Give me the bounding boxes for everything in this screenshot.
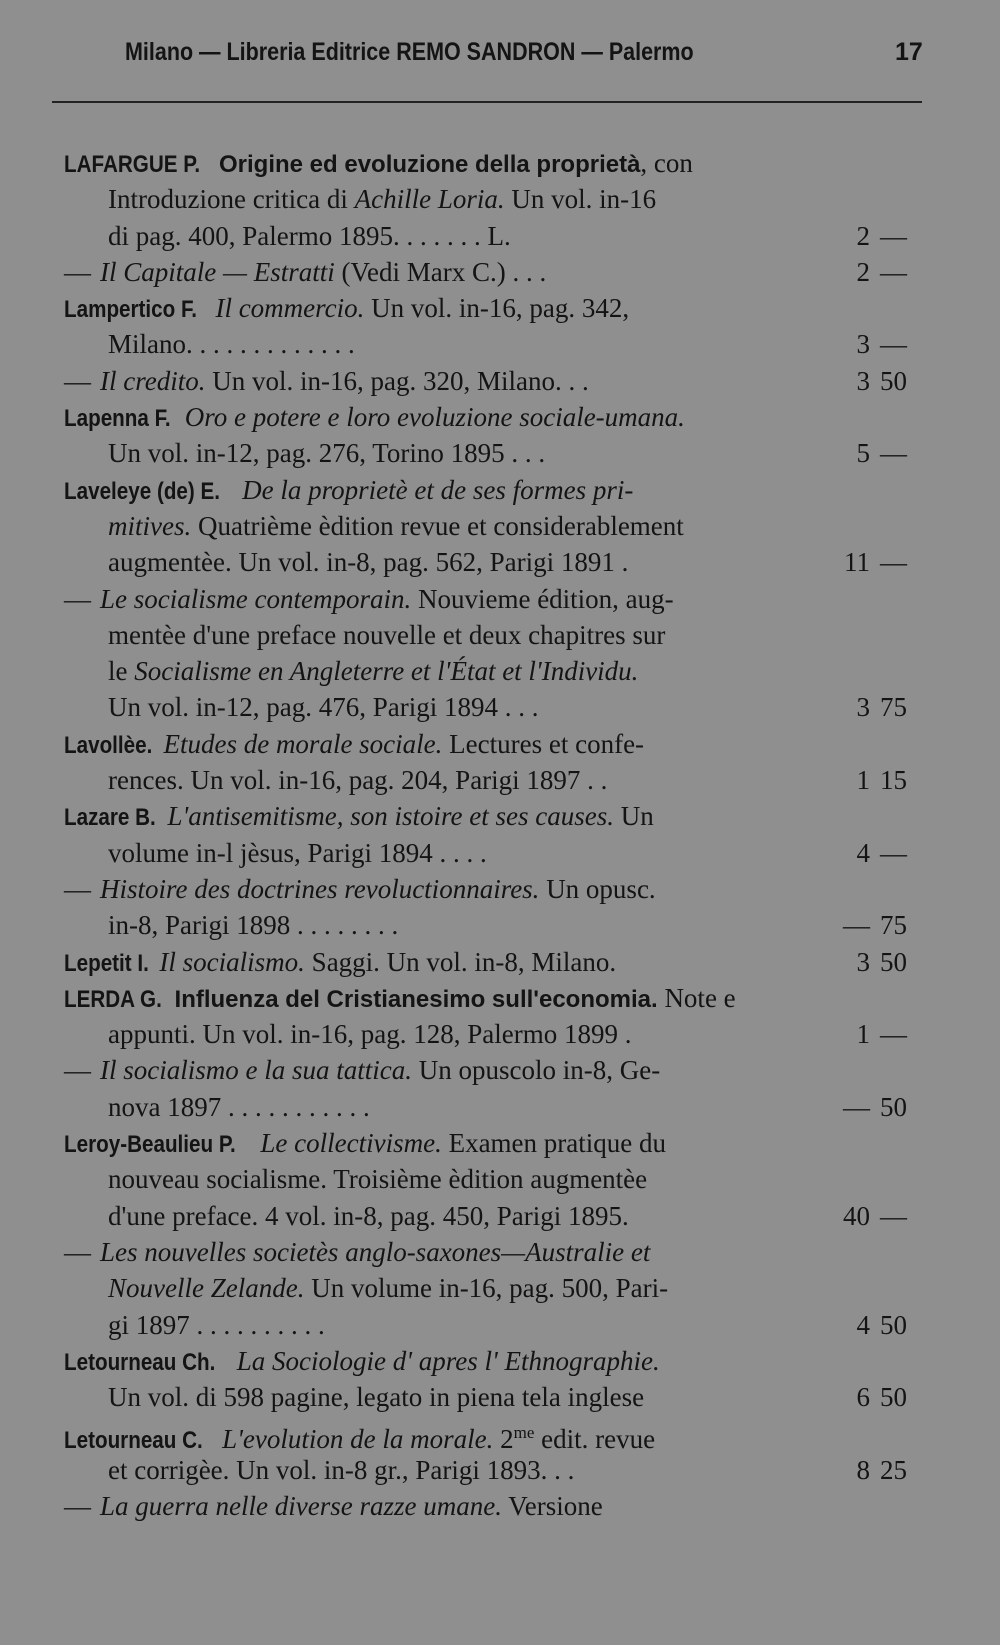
- price-lire: —: [843, 1091, 870, 1122]
- entry-text: et corrigèe. Un vol. in-8 gr., Parigi 1893. . .: [108, 1454, 575, 1485]
- price-lire: 1: [856, 1019, 870, 1050]
- catalog-entry: [0, 1415, 1000, 1488]
- price-lire: 2: [856, 220, 870, 251]
- entry-continuation-line: [0, 1270, 1000, 1306]
- entry-first-line: [0, 581, 1000, 617]
- entry-text: rences. Un vol. in-16, pag. 204, Parigi 1897 . .: [108, 765, 608, 796]
- price-lire: 3: [856, 329, 870, 360]
- entry-text: Quatrième èdition revue et considerablement: [191, 510, 684, 541]
- entry-text: edit. revue: [534, 1424, 656, 1455]
- catalog-entry: [0, 1052, 1000, 1125]
- price-centesimi: —: [880, 220, 907, 251]
- entry-continuation-line: [0, 762, 1000, 798]
- entry-continuation-line: [0, 689, 1000, 725]
- catalog-entry: [0, 798, 1000, 871]
- ditto-dash: —: [64, 365, 91, 396]
- price-lire: —: [843, 910, 870, 941]
- entry-text: Un vol. in-16, pag. 342,: [364, 293, 630, 324]
- entry-text: Un vol. in-16, pag. 320, Milano. . .: [205, 365, 589, 396]
- price-lire: 4: [856, 837, 870, 868]
- catalog-entry: [0, 581, 1000, 726]
- entry-first-line: [0, 871, 1000, 907]
- entry-text: augmentèe. Un vol. in-8, pag. 562, Parigi 1891 .: [108, 547, 629, 578]
- price-centesimi: —: [880, 329, 907, 360]
- entry-price: [842, 1307, 962, 1343]
- entry-price: [842, 1089, 962, 1125]
- entry-first-line: [0, 254, 1000, 290]
- entry-text: Note e: [657, 982, 736, 1013]
- entry-text: Un vol. in-12, pag. 476, Parigi 1894 . . .: [108, 692, 539, 723]
- ditto-dash: —: [64, 1236, 91, 1267]
- catalog-entry: [0, 254, 1000, 290]
- price-centesimi: 50: [880, 946, 907, 977]
- catalog-entry: [0, 145, 1000, 254]
- entry-text: mentèe d'une preface nouvelle et deux chapitres sur: [108, 619, 666, 650]
- entry-text: Nouvieme édition, aug-: [411, 583, 674, 614]
- entry-text: in-8, Parigi 1898 . . . . . . . .: [108, 910, 399, 941]
- entry-title: Il socialismo.: [159, 946, 305, 977]
- entry-first-line: [0, 290, 1000, 326]
- entry-title: Socialisme en Angleterre et l'État et l'Individu.: [134, 656, 639, 687]
- price-centesimi: —: [880, 1200, 907, 1231]
- price-lire: 3: [856, 692, 870, 723]
- price-lire: 4: [856, 1309, 870, 1340]
- entry-text: d'une preface. 4 vol. in-8, pag. 450, Parigi 1895.: [108, 1200, 629, 1231]
- entry-continuation-line: [0, 1198, 1000, 1234]
- ditto-dash: —: [64, 1490, 91, 1521]
- price-centesimi: —: [880, 256, 907, 287]
- entry-text: le: [108, 656, 135, 687]
- entry-first-line: [0, 1415, 1000, 1455]
- entry-continuation-line: [0, 508, 1000, 544]
- ditto-dash: —: [64, 873, 91, 904]
- entry-continuation-line: [0, 544, 1000, 580]
- entry-author: Lampertico F.: [64, 296, 198, 324]
- entry-first-line: [0, 798, 1000, 834]
- entry-title: La Sociologie d' apres l' Ethnographie.: [236, 1345, 660, 1376]
- entry-continuation-line: [0, 907, 1000, 943]
- entry-text: di pag. 400, Palermo 1895. . . . . . . L.: [108, 220, 511, 251]
- entry-first-line: [0, 1125, 1000, 1161]
- catalog-entries: [0, 145, 1000, 1524]
- price-centesimi: 15: [880, 765, 907, 796]
- entry-text: Un vol. in-16: [504, 184, 657, 215]
- entry-price: [842, 326, 962, 362]
- entry-text: (Vedi Marx C.) . . .: [334, 256, 547, 287]
- entry-continuation-line: [0, 435, 1000, 471]
- catalog-entry: [0, 399, 1000, 472]
- catalog-entry: [0, 472, 1000, 581]
- price-centesimi: 75: [880, 910, 907, 941]
- entry-author: Laveleye (de) E.: [64, 477, 221, 505]
- entry-continuation-line: [0, 1379, 1000, 1415]
- entry-text: [230, 1346, 237, 1376]
- catalog-entry: [0, 944, 1000, 980]
- entry-price: [842, 435, 962, 471]
- entry-author: Letourneau Ch.: [64, 1348, 216, 1376]
- entry-title: L'evolution de la morale.: [222, 1424, 494, 1455]
- entry-price: [842, 1379, 962, 1415]
- entry-text: Saggi. Un vol. in-8, Milano.: [304, 946, 617, 977]
- entry-first-line: [0, 399, 1000, 435]
- entry-text: Un vol. in-12, pag. 276, Torino 1895 . . .: [108, 438, 546, 469]
- entry-title: Il Capitale — Estratti: [100, 256, 335, 287]
- entry-title: Achille Loria.: [354, 184, 505, 215]
- entry-price: [842, 218, 962, 254]
- entry-title: mitives.: [108, 510, 192, 541]
- entry-text: , con: [640, 148, 693, 178]
- entry-first-line: [0, 1052, 1000, 1088]
- entry-title: L'antisemitisme, son istoire et ses causes.: [167, 801, 614, 832]
- catalog-entry: [0, 980, 1000, 1053]
- entry-text: gi 1897 . . . . . . . . . .: [108, 1309, 325, 1340]
- catalog-entry: [0, 290, 1000, 363]
- entry-price: [842, 1198, 962, 1234]
- price-lire: 11: [844, 547, 870, 578]
- catalog-entry: [0, 1488, 1000, 1524]
- entry-title: Influenza del Cristianesimo sull'economia.: [174, 985, 658, 1013]
- ditto-dash: —: [64, 256, 91, 287]
- entry-text: nouveau socialisme. Troisième èdition augmentèe: [108, 1164, 648, 1195]
- entry-text: Introduzione critica di: [108, 184, 355, 215]
- entry-price: [842, 254, 962, 290]
- entry-title: Il commercio.: [215, 293, 365, 324]
- entry-continuation-line: [0, 835, 1000, 871]
- entry-author: Lavollèe.: [64, 731, 153, 759]
- entry-title: Histoire des doctrines revoluctionnaires.: [100, 873, 540, 904]
- entry-continuation-line: [0, 1452, 1000, 1488]
- entry-first-line: [0, 472, 1000, 508]
- price-centesimi: 50: [880, 1382, 907, 1413]
- entry-continuation-line: [0, 653, 1000, 689]
- catalog-entry: [0, 363, 1000, 399]
- entry-text: [178, 402, 185, 432]
- catalog-entry: [0, 1125, 1000, 1234]
- catalog-entry: [0, 1343, 1000, 1416]
- price-centesimi: 25: [880, 1454, 907, 1485]
- entry-price: [842, 835, 962, 871]
- running-header: Milano — Libreria Editrice REMO SANDRON — Palermo: [125, 38, 694, 66]
- entry-first-line: [0, 944, 1000, 980]
- price-lire: 3: [856, 946, 870, 977]
- entry-text: Un opuscolo in-8, Ge-: [411, 1055, 661, 1086]
- entry-title: De la proprietè et de ses formes pri-: [242, 474, 634, 505]
- entry-price: [842, 363, 962, 399]
- entry-author: Lepetit I.: [64, 949, 149, 977]
- entry-price: [842, 1016, 962, 1052]
- entry-title: Il credito.: [100, 365, 206, 396]
- price-lire: 1: [856, 765, 870, 796]
- entry-continuation-line: [0, 218, 1000, 254]
- entry-continuation-line: [0, 1307, 1000, 1343]
- entry-title: Les nouvelles societès anglo-saxones—Australie et: [100, 1236, 651, 1267]
- entry-text: volume in-l jèsus, Parigi 1894 . . . .: [108, 837, 487, 868]
- price-centesimi: —: [880, 1019, 907, 1050]
- entry-first-line: [0, 1343, 1000, 1379]
- entry-text: Un: [613, 801, 654, 832]
- catalog-entry: [0, 1234, 1000, 1343]
- entry-text: Lectures et confe-: [442, 728, 645, 759]
- entry-first-line: [0, 726, 1000, 762]
- entry-text: me: [513, 1423, 535, 1443]
- entry-text: Un opusc.: [539, 873, 656, 904]
- entry-price: [842, 762, 962, 798]
- price-lire: 6: [856, 1382, 870, 1413]
- entry-price: [842, 544, 962, 580]
- page-number: 17: [895, 38, 923, 66]
- entry-price: [842, 1452, 962, 1488]
- entry-text: Un volume in-16, pag. 500, Pari-: [304, 1273, 669, 1304]
- entry-author: Leroy-Beaulieu P.: [64, 1131, 236, 1159]
- entry-text: [212, 148, 219, 178]
- entry-author: Lapenna F.: [64, 405, 171, 433]
- entry-first-line: [0, 363, 1000, 399]
- entry-title: Le socialisme contemporain.: [100, 583, 412, 614]
- price-lire: 3: [856, 365, 870, 396]
- entry-continuation-line: [0, 181, 1000, 217]
- entry-text: [168, 983, 175, 1013]
- entry-author: Lazare B.: [64, 804, 156, 832]
- entry-text: Milano. . . . . . . . . . . . .: [108, 329, 355, 360]
- price-centesimi: —: [880, 547, 907, 578]
- entry-text: appunti. Un vol. in-16, pag. 128, Palermo 1899 .: [108, 1019, 632, 1050]
- entry-text: nova 1897 . . . . . . . . . . .: [108, 1091, 370, 1122]
- ditto-dash: —: [64, 1055, 91, 1086]
- entry-title: Nouvelle Zelande.: [108, 1273, 305, 1304]
- price-lire: 8: [856, 1454, 870, 1485]
- entry-first-line: [0, 1234, 1000, 1270]
- price-lire: 2: [856, 256, 870, 287]
- entry-title: La guerra nelle diverse razze umane.: [100, 1490, 502, 1521]
- price-centesimi: —: [880, 438, 907, 469]
- entry-title: Etudes de morale sociale.: [163, 728, 443, 759]
- entry-first-line: [0, 1488, 1000, 1524]
- entry-continuation-line: [0, 326, 1000, 362]
- price-centesimi: 50: [880, 1091, 907, 1122]
- price-centesimi: —: [880, 837, 907, 868]
- header-rule: [52, 101, 922, 103]
- price-centesimi: 50: [880, 365, 907, 396]
- entry-first-line: [0, 980, 1000, 1016]
- entry-price: [842, 907, 962, 943]
- entry-text: 2: [493, 1424, 514, 1455]
- entry-text: Un vol. di 598 pagine, legato in piena tela inglese: [108, 1382, 645, 1413]
- entry-text: Examen pratique du: [441, 1128, 667, 1159]
- entry-title: Il socialismo e la sua tattica.: [100, 1055, 412, 1086]
- entry-text: Versione: [501, 1490, 603, 1521]
- entry-price: [842, 689, 962, 725]
- entry-author: LAFARGUE P.: [64, 151, 201, 178]
- entry-author: LERDA G.: [64, 985, 162, 1013]
- entry-first-line: [0, 145, 1000, 181]
- ditto-dash: —: [64, 583, 91, 614]
- price-centesimi: 75: [880, 692, 907, 723]
- entry-title: Le collectivisme.: [260, 1128, 442, 1159]
- entry-continuation-line: [0, 1016, 1000, 1052]
- entry-author: Letourneau C.: [64, 1427, 203, 1455]
- entry-title: Oro e potere e loro evoluzione sociale-umana.: [184, 402, 685, 433]
- entry-title: Origine ed evoluzione della proprietà: [219, 151, 641, 178]
- price-centesimi: 50: [880, 1309, 907, 1340]
- entry-price: [842, 944, 962, 980]
- entry-continuation-line: [0, 617, 1000, 653]
- entry-continuation-line: [0, 1089, 1000, 1125]
- entry-continuation-line: [0, 1161, 1000, 1197]
- catalog-entry: [0, 726, 1000, 799]
- price-lire: 40: [843, 1200, 870, 1231]
- catalog-entry: [0, 871, 1000, 944]
- price-lire: 5: [856, 438, 870, 469]
